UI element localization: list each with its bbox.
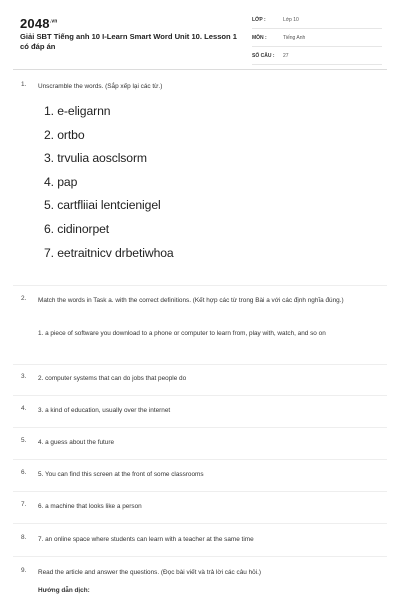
question-text: 3. a kind of education, usually over the internet — [38, 407, 171, 414]
question-divider — [13, 395, 387, 396]
meta-label: SỐ CÂU : — [252, 53, 275, 59]
meta-value: Tiếng Anh — [283, 35, 306, 41]
scrambled-word: 5. cartfliiai lentcienigel — [44, 198, 161, 213]
scrambled-word: 2. ortbo — [44, 127, 85, 142]
question-number: 7. — [21, 501, 27, 508]
meta-label: LỚP : — [252, 17, 266, 23]
meta-row-class — [252, 15, 382, 29]
meta-row-question-count — [252, 51, 382, 65]
question-subtext: 1. a piece of software you download to a phone or computer to learn from, play with, watch, and so on — [38, 330, 326, 337]
question-text: 5. You can find this screen at the front of some classrooms — [38, 471, 204, 478]
question-text: Unscramble the words. (Sắp xếp lại các từ.) — [38, 83, 163, 90]
question-text: 2. computer systems that can do jobs that people do — [38, 375, 187, 382]
question-text: 6. a machine that looks like a person — [38, 503, 142, 510]
meta-label: MÔN : — [252, 35, 267, 41]
page-title: Giải SBT Tiếng anh 10 I-Learn Smart Word Unit 10. Lesson 1 có đáp án — [20, 32, 238, 51]
header-divider — [13, 69, 387, 70]
meta-row-subject — [252, 33, 382, 47]
scrambled-word: 3. trvulia aosclsorm — [44, 151, 147, 166]
question-divider — [13, 491, 387, 492]
scrambled-word: 7. eetraitnicv drbetiwhoa — [44, 245, 174, 260]
question-divider — [13, 285, 387, 286]
question-number: 3. — [21, 373, 27, 380]
question-text: 4. a guess about the future — [38, 439, 115, 446]
question-divider — [13, 364, 387, 365]
question-divider — [13, 459, 387, 460]
scrambled-word: 1. e-eligarnn — [44, 104, 111, 118]
site-logo[interactable] — [20, 16, 58, 31]
question-number: 8. — [21, 534, 27, 541]
logo-suffix: .vn — [49, 18, 58, 25]
meta-value: 27 — [283, 53, 289, 59]
question-text: Read the article and answer the questions. (Đọc bài viết và trả lời các câu hỏi.) — [38, 569, 262, 576]
question-number: 5. — [21, 437, 27, 444]
question-text: Match the words in Task a. with the correct definitions. (Kết hợp các từ trong Bài a với các định nghĩa đúng.) — [38, 297, 344, 304]
question-number: 2. — [21, 295, 27, 302]
logo-text: 2048 — [20, 16, 50, 31]
translation-heading: Hướng dẫn dịch: — [38, 587, 90, 594]
question-divider — [13, 556, 387, 557]
question-number: 1. — [21, 81, 27, 88]
question-divider — [13, 523, 387, 524]
scrambled-word: 4. pap — [44, 174, 78, 189]
question-text: 7. an online space where students can learn with a teacher at the same time — [38, 536, 254, 543]
scrambled-word: 6. cidinorpet — [44, 221, 110, 236]
question-number: 6. — [21, 469, 27, 476]
question-number: 9. — [21, 567, 27, 574]
meta-value: Lớp 10 — [283, 17, 299, 23]
question-divider — [13, 427, 387, 428]
document-header — [0, 0, 400, 68]
document-meta — [252, 15, 382, 69]
question-number: 4. — [21, 405, 27, 412]
scrambled-word-list — [44, 101, 174, 266]
